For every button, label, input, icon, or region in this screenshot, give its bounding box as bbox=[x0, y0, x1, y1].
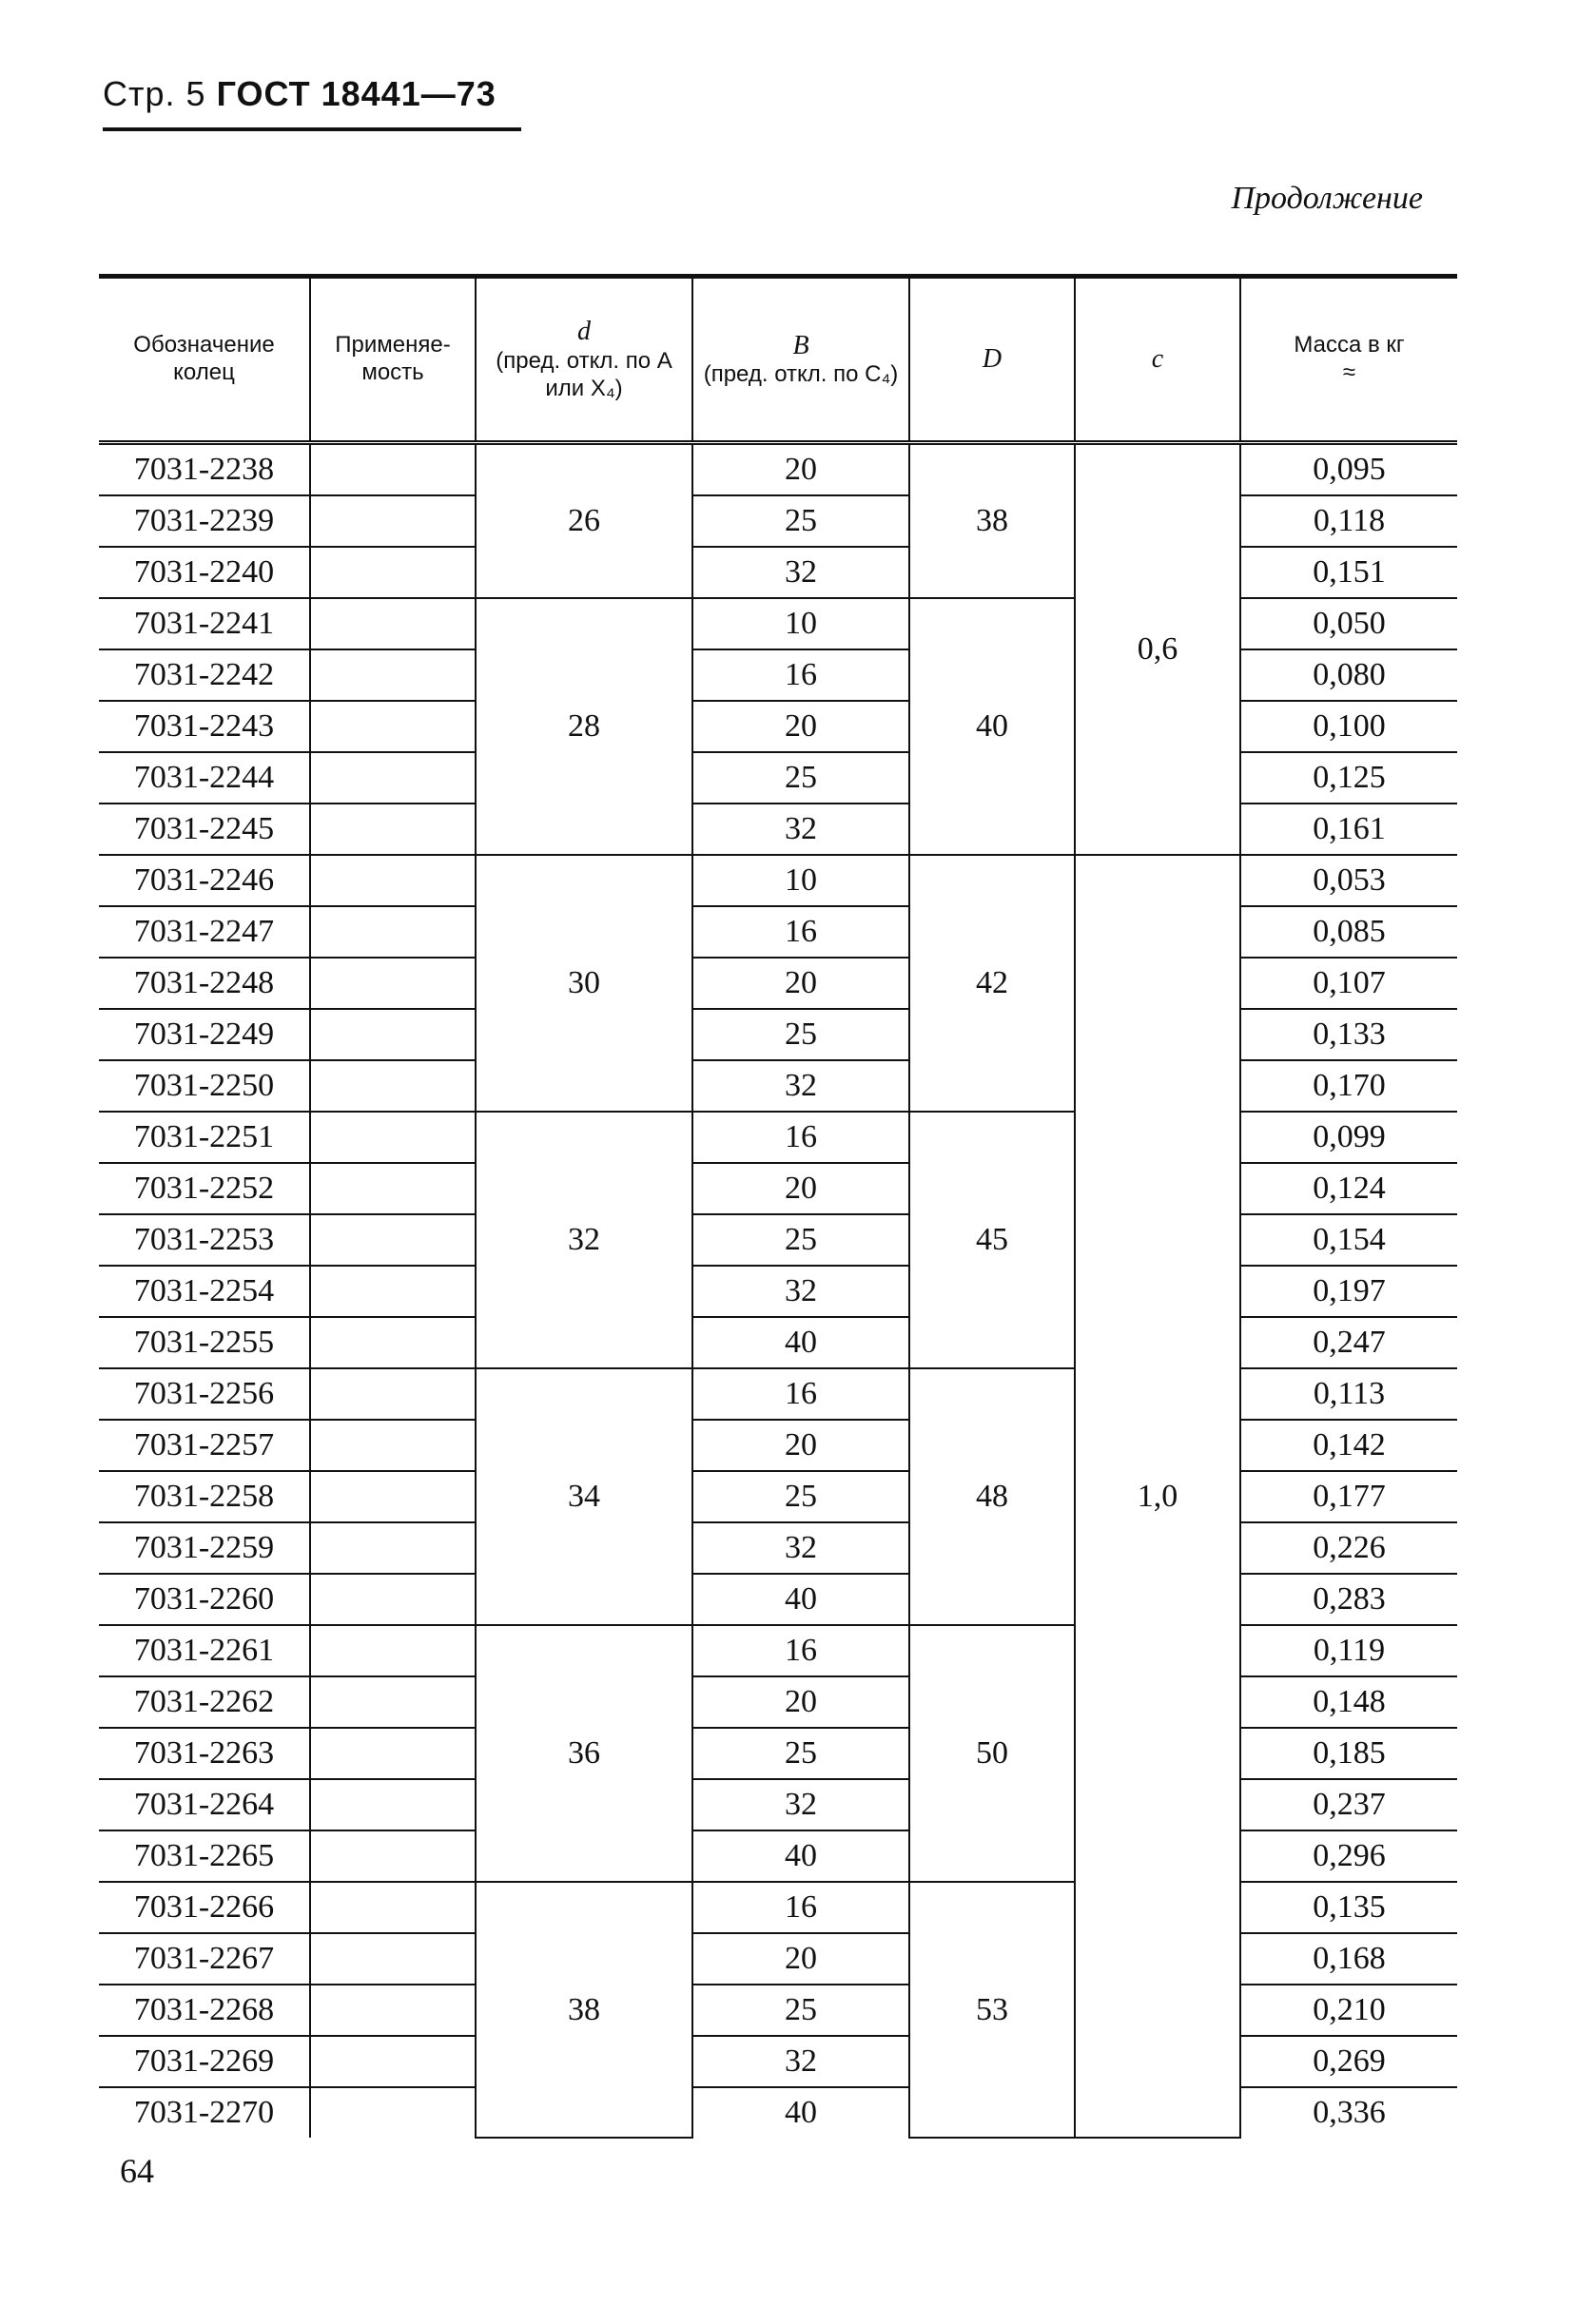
page-number: 64 bbox=[120, 2152, 154, 2190]
table-row bbox=[99, 1933, 1457, 1985]
table-row bbox=[99, 495, 1457, 547]
b-value: 20 bbox=[692, 958, 909, 1009]
mass-value: 0,185 bbox=[1240, 1728, 1457, 1779]
ring-code: 7031-2254 bbox=[99, 1266, 310, 1317]
b-value: 16 bbox=[692, 1882, 909, 1933]
applicability-cell bbox=[310, 701, 476, 752]
mass-value: 0,226 bbox=[1240, 1522, 1457, 1574]
D-value: 38 bbox=[909, 443, 1075, 599]
table-row bbox=[99, 1728, 1457, 1779]
mass-value: 0,237 bbox=[1240, 1779, 1457, 1830]
ring-code: 7031-2268 bbox=[99, 1985, 310, 2036]
col-D-symbol: D bbox=[982, 344, 1003, 375]
col-b-note: (пред. откл. по C₄) bbox=[703, 361, 899, 388]
applicability-cell bbox=[310, 547, 476, 598]
mass-value: 0,210 bbox=[1240, 1985, 1457, 2036]
b-value: 40 bbox=[692, 2087, 909, 2138]
continuation-label: Продолжение bbox=[1231, 181, 1423, 216]
ring-code: 7031-2269 bbox=[99, 2036, 310, 2087]
b-value: 20 bbox=[692, 443, 909, 496]
applicability-cell bbox=[310, 1266, 476, 1317]
table-row bbox=[99, 804, 1457, 855]
applicability-cell bbox=[310, 598, 476, 649]
b-value: 25 bbox=[692, 1214, 909, 1266]
d-value: 36 bbox=[476, 1625, 692, 1882]
applicability-cell bbox=[310, 1985, 476, 2036]
applicability-cell bbox=[310, 2036, 476, 2087]
standard-title: ГОСТ 18441—73 bbox=[216, 74, 496, 113]
mass-value: 0,142 bbox=[1240, 1420, 1457, 1471]
D-value: 48 bbox=[909, 1368, 1075, 1625]
applicability-cell bbox=[310, 1317, 476, 1368]
mass-value: 0,124 bbox=[1240, 1163, 1457, 1214]
applicability-cell bbox=[310, 1060, 476, 1112]
ring-code: 7031-2240 bbox=[99, 547, 310, 598]
ring-code: 7031-2248 bbox=[99, 958, 310, 1009]
c-value: 1,0 bbox=[1075, 855, 1240, 2138]
applicability-cell bbox=[310, 1625, 476, 1676]
b-value: 16 bbox=[692, 1368, 909, 1420]
page-header bbox=[103, 74, 496, 114]
table-row bbox=[99, 1214, 1457, 1266]
b-value: 32 bbox=[692, 804, 909, 855]
b-value: 10 bbox=[692, 855, 909, 906]
ring-code: 7031-2266 bbox=[99, 1882, 310, 1933]
mass-value: 0,170 bbox=[1240, 1060, 1457, 1112]
table-row bbox=[99, 2087, 1457, 2138]
table-row bbox=[99, 1163, 1457, 1214]
mass-value: 0,135 bbox=[1240, 1882, 1457, 1933]
table-row bbox=[99, 1420, 1457, 1471]
applicability-cell bbox=[310, 752, 476, 804]
ring-code: 7031-2244 bbox=[99, 752, 310, 804]
applicability-cell bbox=[310, 1522, 476, 1574]
ring-code: 7031-2256 bbox=[99, 1368, 310, 1420]
b-value: 16 bbox=[692, 1112, 909, 1163]
table-row bbox=[99, 1009, 1457, 1060]
applicability-cell bbox=[310, 1420, 476, 1471]
b-value: 25 bbox=[692, 1009, 909, 1060]
table-row bbox=[99, 598, 1457, 649]
mass-value: 0,154 bbox=[1240, 1214, 1457, 1266]
table-row bbox=[99, 1625, 1457, 1676]
table-row bbox=[99, 443, 1457, 496]
b-value: 16 bbox=[692, 649, 909, 701]
b-value: 20 bbox=[692, 701, 909, 752]
applicability-cell bbox=[310, 958, 476, 1009]
ring-code: 7031-2255 bbox=[99, 1317, 310, 1368]
table-row bbox=[99, 1676, 1457, 1728]
header-rule bbox=[103, 127, 521, 131]
applicability-cell bbox=[310, 1163, 476, 1214]
ring-code: 7031-2267 bbox=[99, 1933, 310, 1985]
table-row bbox=[99, 1574, 1457, 1625]
table-row bbox=[99, 1368, 1457, 1420]
mass-value: 0,095 bbox=[1240, 443, 1457, 496]
mass-value: 0,125 bbox=[1240, 752, 1457, 804]
mass-value: 0,133 bbox=[1240, 1009, 1457, 1060]
mass-value: 0,168 bbox=[1240, 1933, 1457, 1985]
applicability-cell bbox=[310, 443, 476, 496]
applicability-cell bbox=[310, 1009, 476, 1060]
mass-value: 0,151 bbox=[1240, 547, 1457, 598]
col-mass-label: Масса в кг bbox=[1294, 332, 1405, 358]
ring-code: 7031-2242 bbox=[99, 649, 310, 701]
applicability-cell bbox=[310, 1112, 476, 1163]
applicability-cell bbox=[310, 1933, 476, 1985]
table-row bbox=[99, 1779, 1457, 1830]
applicability-cell bbox=[310, 1779, 476, 1830]
col-b-symbol: B bbox=[792, 330, 809, 360]
b-value: 40 bbox=[692, 1574, 909, 1625]
D-value: 50 bbox=[909, 1625, 1075, 1882]
b-value: 25 bbox=[692, 1985, 909, 2036]
mass-value: 0,080 bbox=[1240, 649, 1457, 701]
b-value: 16 bbox=[692, 906, 909, 958]
table-row bbox=[99, 1317, 1457, 1368]
b-value: 20 bbox=[692, 1163, 909, 1214]
d-value: 38 bbox=[476, 1882, 692, 2138]
mass-value: 0,177 bbox=[1240, 1471, 1457, 1522]
ring-code: 7031-2250 bbox=[99, 1060, 310, 1112]
ring-code: 7031-2263 bbox=[99, 1728, 310, 1779]
col-b bbox=[692, 277, 909, 443]
table-row bbox=[99, 547, 1457, 598]
table-row bbox=[99, 649, 1457, 701]
col-d-symbol: d bbox=[577, 317, 591, 347]
table-row bbox=[99, 701, 1457, 752]
col-D bbox=[909, 277, 1075, 443]
col-mass-approx: ≈ bbox=[1342, 359, 1356, 385]
ring-code: 7031-2264 bbox=[99, 1779, 310, 1830]
applicability-cell bbox=[310, 649, 476, 701]
table-row bbox=[99, 1522, 1457, 1574]
c-value: 0,6 bbox=[1075, 443, 1240, 856]
ring-code: 7031-2258 bbox=[99, 1471, 310, 1522]
b-value: 25 bbox=[692, 1728, 909, 1779]
table-row bbox=[99, 2036, 1457, 2087]
mass-value: 0,161 bbox=[1240, 804, 1457, 855]
col-d-note: (пред. откл. по A или X₄) bbox=[496, 348, 672, 401]
ring-code: 7031-2265 bbox=[99, 1830, 310, 1882]
applicability-cell bbox=[310, 1882, 476, 1933]
mass-value: 0,107 bbox=[1240, 958, 1457, 1009]
table-row bbox=[99, 1266, 1457, 1317]
b-value: 40 bbox=[692, 1830, 909, 1882]
col-c-symbol: c bbox=[1151, 344, 1164, 375]
mass-value: 0,113 bbox=[1240, 1368, 1457, 1420]
ring-code: 7031-2259 bbox=[99, 1522, 310, 1574]
b-value: 32 bbox=[692, 1522, 909, 1574]
applicability-cell bbox=[310, 2087, 476, 2138]
D-value: 53 bbox=[909, 1882, 1075, 2138]
table-row bbox=[99, 1060, 1457, 1112]
mass-value: 0,269 bbox=[1240, 2036, 1457, 2087]
mass-value: 0,336 bbox=[1240, 2087, 1457, 2138]
col-designation: Обозначение колец bbox=[99, 277, 310, 443]
table-header-row bbox=[99, 277, 1457, 443]
rings-table bbox=[99, 274, 1457, 2139]
d-value: 30 bbox=[476, 855, 692, 1112]
b-value: 25 bbox=[692, 495, 909, 547]
mass-value: 0,247 bbox=[1240, 1317, 1457, 1368]
b-value: 32 bbox=[692, 1779, 909, 1830]
b-value: 25 bbox=[692, 1471, 909, 1522]
mass-value: 0,296 bbox=[1240, 1830, 1457, 1882]
col-c bbox=[1075, 277, 1240, 443]
applicability-cell bbox=[310, 495, 476, 547]
b-value: 32 bbox=[692, 1266, 909, 1317]
mass-value: 0,119 bbox=[1240, 1625, 1457, 1676]
ring-code: 7031-2243 bbox=[99, 701, 310, 752]
ring-code: 7031-2239 bbox=[99, 495, 310, 547]
applicability-cell bbox=[310, 1471, 476, 1522]
ring-code: 7031-2249 bbox=[99, 1009, 310, 1060]
applicability-cell bbox=[310, 1676, 476, 1728]
table-row bbox=[99, 1112, 1457, 1163]
ring-code: 7031-2241 bbox=[99, 598, 310, 649]
table-row bbox=[99, 1471, 1457, 1522]
D-value: 42 bbox=[909, 855, 1075, 1112]
b-value: 32 bbox=[692, 547, 909, 598]
col-applicability: Применяе-мость bbox=[310, 277, 476, 443]
d-value: 28 bbox=[476, 598, 692, 855]
b-value: 20 bbox=[692, 1420, 909, 1471]
mass-value: 0,148 bbox=[1240, 1676, 1457, 1728]
applicability-cell bbox=[310, 1368, 476, 1420]
mass-value: 0,100 bbox=[1240, 701, 1457, 752]
table-row bbox=[99, 1882, 1457, 1933]
mass-value: 0,085 bbox=[1240, 906, 1457, 958]
ring-code: 7031-2270 bbox=[133, 2095, 275, 2130]
d-value: 34 bbox=[476, 1368, 692, 1625]
ring-code: 7031-2253 bbox=[99, 1214, 310, 1266]
table-row bbox=[99, 958, 1457, 1009]
b-value: 25 bbox=[692, 752, 909, 804]
mass-value: 0,053 bbox=[1240, 855, 1457, 906]
b-value: 32 bbox=[692, 2036, 909, 2087]
ring-code: 7031-2251 bbox=[99, 1112, 310, 1163]
table-row bbox=[99, 1985, 1457, 2036]
ring-code: 7031-2238 bbox=[99, 443, 310, 496]
ring-code: 7031-2257 bbox=[99, 1420, 310, 1471]
page-label: Стр. bbox=[103, 74, 176, 113]
D-value: 45 bbox=[909, 1112, 1075, 1368]
applicability-cell bbox=[310, 855, 476, 906]
ring-code: 7031-2247 bbox=[99, 906, 310, 958]
d-value: 32 bbox=[476, 1112, 692, 1368]
col-d bbox=[476, 277, 692, 443]
ring-code: 7031-2246 bbox=[99, 855, 310, 906]
applicability-cell bbox=[310, 906, 476, 958]
ring-code: 7031-2252 bbox=[99, 1163, 310, 1214]
ring-code: 7031-2245 bbox=[99, 804, 310, 855]
applicability-cell bbox=[310, 804, 476, 855]
ring-code: 7031-2260 bbox=[99, 1574, 310, 1625]
mass-value: 0,118 bbox=[1240, 495, 1457, 547]
table-row bbox=[99, 1830, 1457, 1882]
table-body bbox=[99, 443, 1457, 2139]
b-value: 32 bbox=[692, 1060, 909, 1112]
mass-value: 0,050 bbox=[1240, 598, 1457, 649]
table-row bbox=[99, 855, 1457, 906]
D-value: 40 bbox=[909, 598, 1075, 855]
table-row bbox=[99, 752, 1457, 804]
page-no: 5 bbox=[185, 74, 206, 113]
applicability-cell bbox=[310, 1214, 476, 1266]
mass-value: 0,099 bbox=[1240, 1112, 1457, 1163]
b-value: 20 bbox=[692, 1676, 909, 1728]
b-value: 10 bbox=[692, 598, 909, 649]
d-value: 26 bbox=[476, 443, 692, 599]
table-row bbox=[99, 906, 1457, 958]
applicability-cell bbox=[310, 1830, 476, 1882]
mass-value: 0,197 bbox=[1240, 1266, 1457, 1317]
applicability-cell bbox=[310, 1728, 476, 1779]
b-value: 40 bbox=[692, 1317, 909, 1368]
mass-value: 0,283 bbox=[1240, 1574, 1457, 1625]
ring-code: 7031-2261 bbox=[99, 1625, 310, 1676]
b-value: 16 bbox=[692, 1625, 909, 1676]
col-mass bbox=[1240, 277, 1457, 443]
b-value: 20 bbox=[692, 1933, 909, 1985]
ring-code: 7031-2262 bbox=[99, 1676, 310, 1728]
applicability-cell bbox=[310, 1574, 476, 1625]
